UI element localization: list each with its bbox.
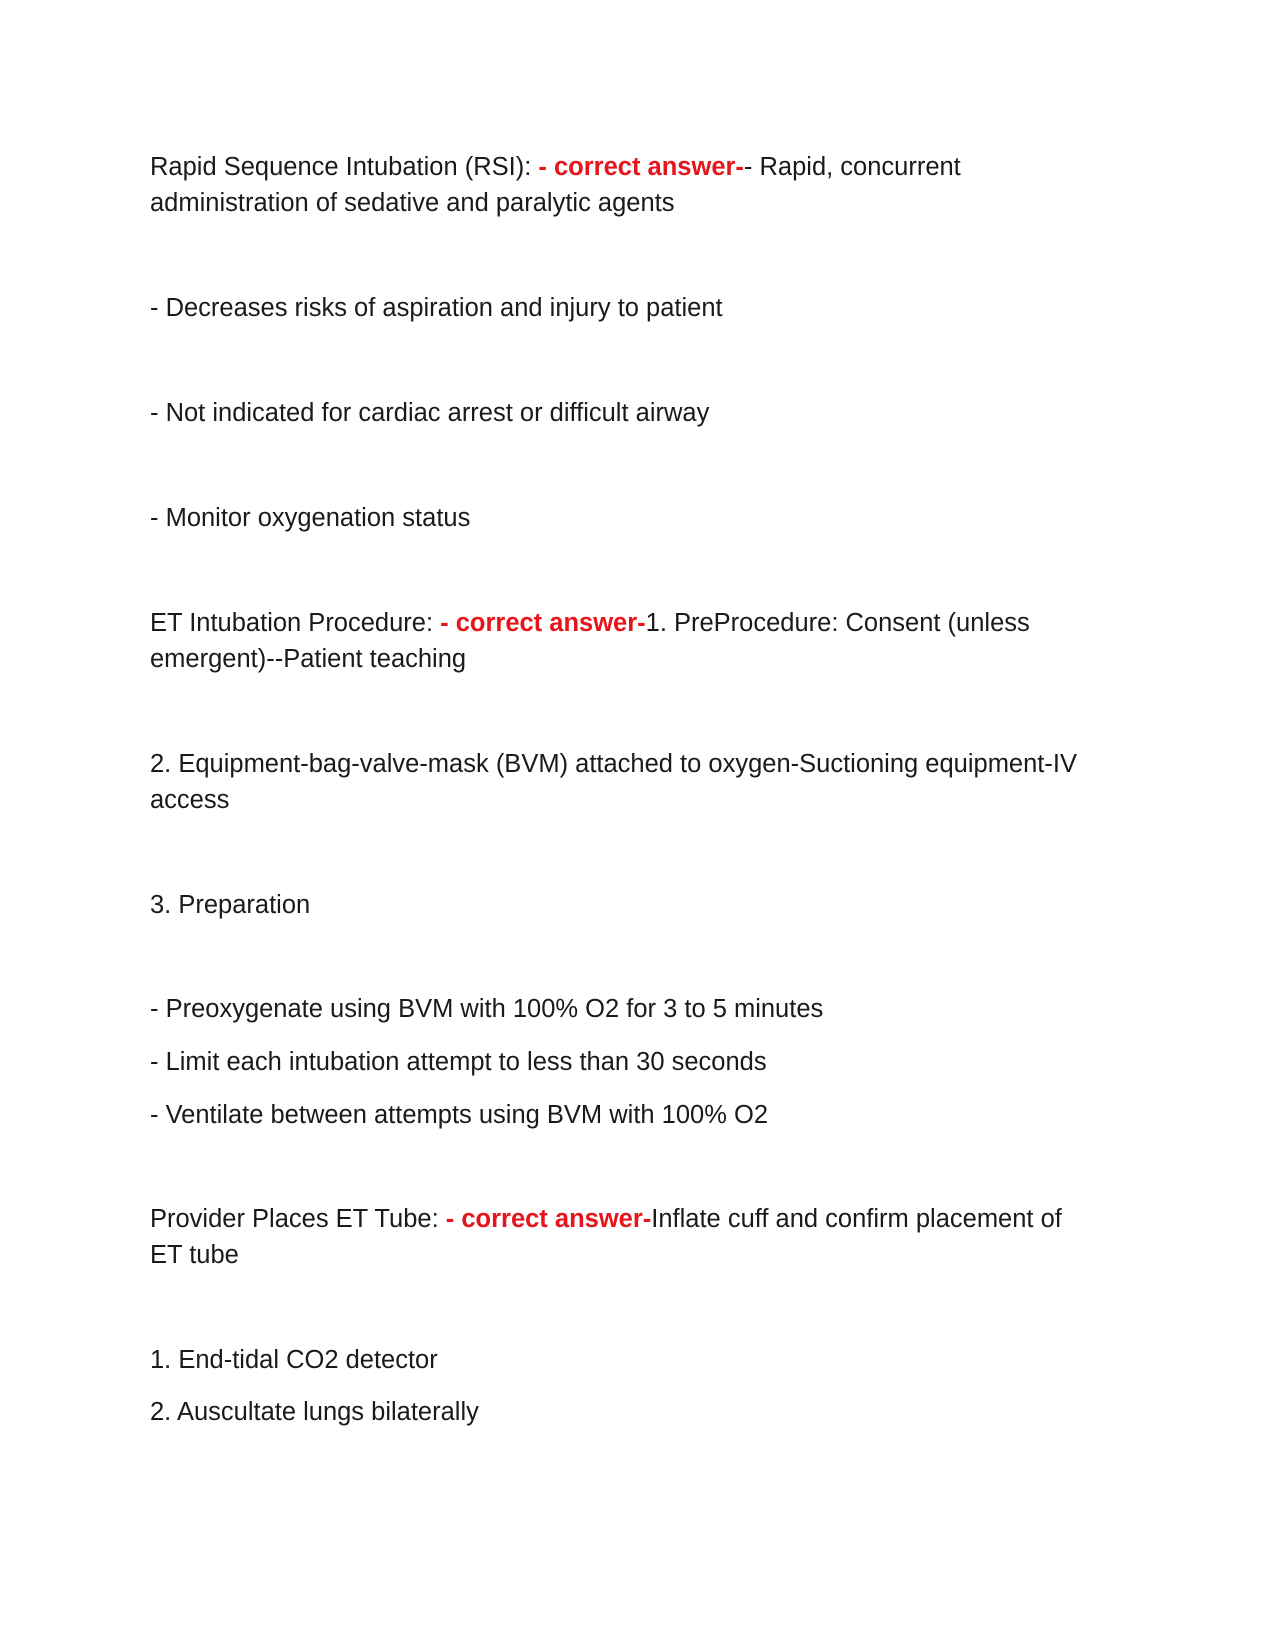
tube-answer-start: Inflate cuff and confirm placement of [651,1205,1062,1233]
tube-term: Provider Places ET Tube: [150,1205,439,1233]
et-answer-start: 1. PreProcedure: Consent (unless [645,609,1030,637]
et-equipment-line: 2. Equipment-bag-valve-mask (BVM) attached to oxygen-Suctioning equipment-IV [150,750,1077,778]
rsi-point-1: - Decreases risks of aspiration and injury to patient [150,294,723,322]
et-term: ET Intubation Procedure: [150,609,434,637]
rsi-question-line [150,148,1130,186]
tube-question-line [150,1200,1130,1238]
et-preparation: 3. Preparation [150,891,311,919]
confirm-step-1: 1. End-tidal CO2 detector [150,1346,438,1374]
prep-point-2: - Limit each intubation attempt to less than 30 seconds [150,1048,767,1076]
confirm-step-2: 2. Auscultate lungs bilaterally [150,1398,479,1426]
et-question-line [150,604,1130,642]
rsi-answer-start: - Rapid, concurrent [743,153,961,181]
et-answer-marker: - correct answer- [440,609,646,637]
et-answer-continuation: emergent)--Patient teaching [150,645,467,673]
rsi-answer-continuation: administration of sedative and paralytic agents [150,189,675,217]
prep-point-3: - Ventilate between attempts using BVM with 100% O2 [150,1101,769,1129]
et-equipment-continuation: access [150,786,230,814]
tube-answer-marker: - correct answer- [445,1205,652,1233]
rsi-point-3: - Monitor oxygenation status [150,504,471,532]
prep-point-1: - Preoxygenate using BVM with 100% O2 for 3 to 5 minutes [150,995,824,1023]
tube-answer-continuation: ET tube [150,1241,239,1269]
rsi-term: Rapid Sequence Intubation (RSI): [150,153,532,181]
rsi-answer-marker: - correct answer- [538,153,744,181]
rsi-point-2: - Not indicated for cardiac arrest or difficult airway [150,399,710,427]
